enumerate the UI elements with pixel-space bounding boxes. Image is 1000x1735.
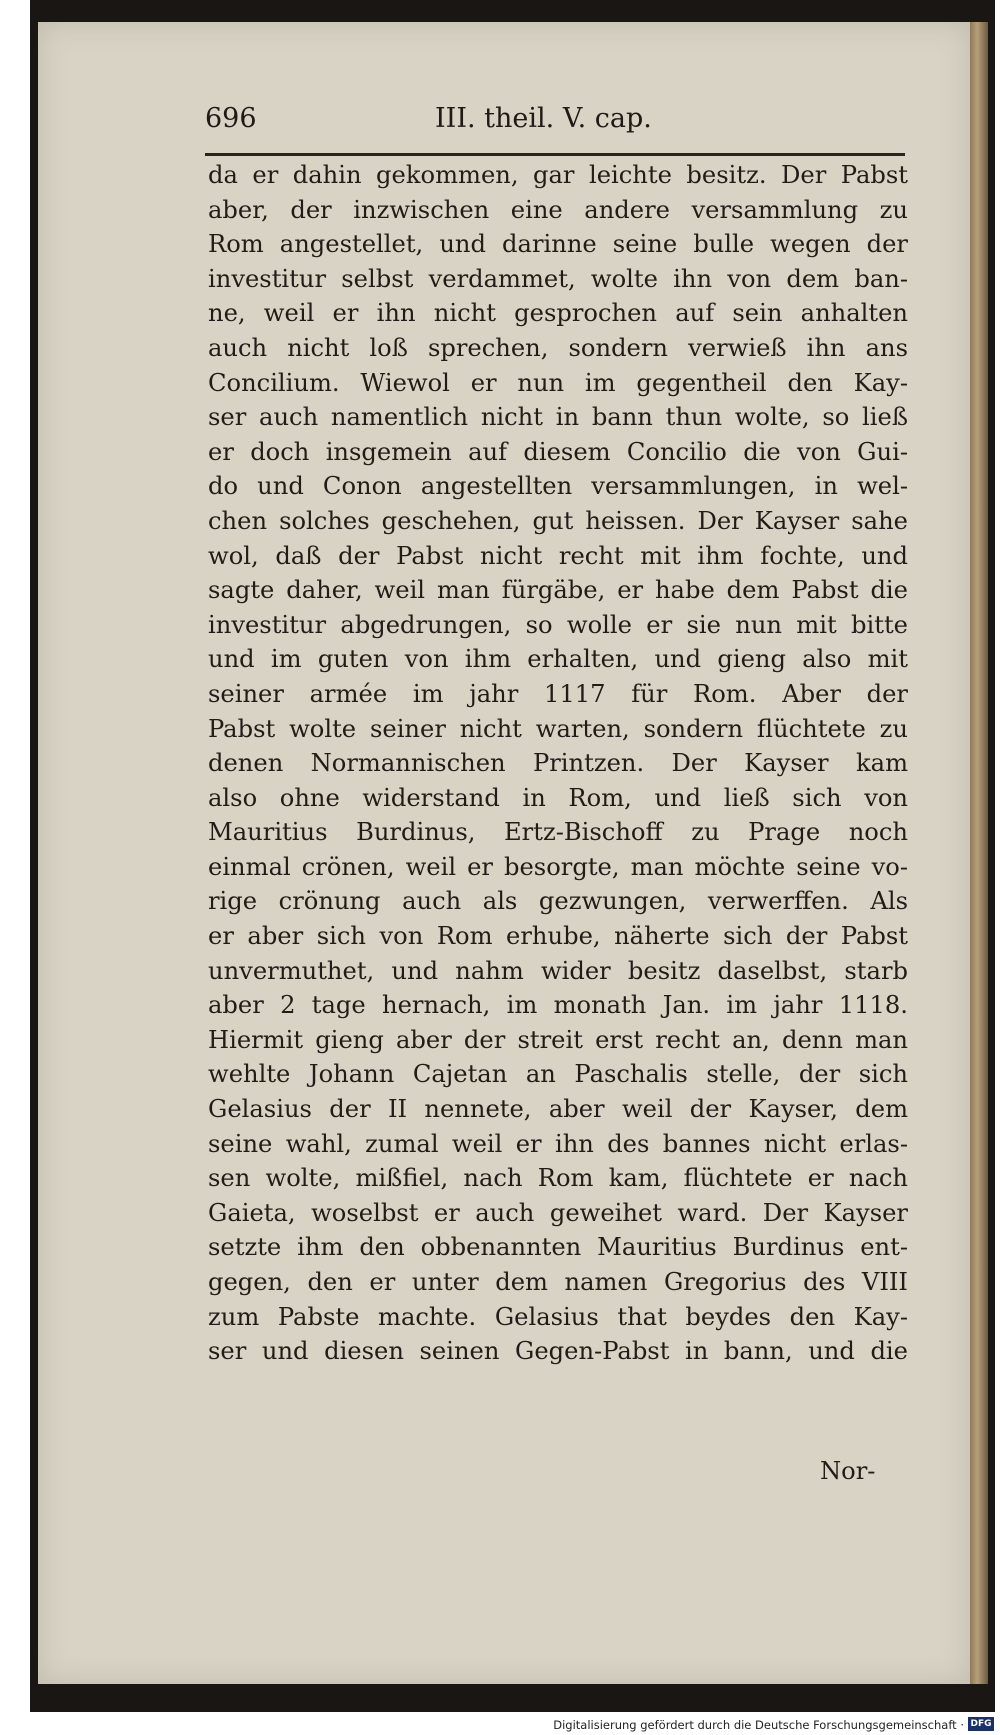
text-line: einmal crönen, weil er besorgte, man möchte seine vo- <box>208 852 908 881</box>
text-line: investitur abgedrungen, so wolle er sie nun mit bitte <box>208 610 908 639</box>
text-line: ser auch namentlich nicht in bann thun wolte, so ließ <box>208 403 908 432</box>
text-line: setzte ihm den obbenannten Mauritius Burdinus ent- <box>208 1233 908 1262</box>
text-line: Gaieta, woselbst er auch geweihet ward. Der Kayser <box>208 1198 908 1227</box>
text-line: unvermuthet, und nahm wider besitz daselbst, starb <box>208 956 908 985</box>
text-line: Concilium. Wiewol er nun im gegentheil den Kay- <box>208 368 908 397</box>
text-line: do und Conon angestellten versammlungen, in wel- <box>208 472 908 501</box>
page-edge <box>970 22 988 1684</box>
text-line: Mauritius Burdinus, Ertz-Bischoff zu Prage noch <box>208 818 908 847</box>
text-line: Pabst wolte seiner nicht warten, sondern flüchtete zu <box>208 714 908 743</box>
footer-bar <box>0 1716 1000 1735</box>
text-line: aber, der inzwischen eine andere versammlung zu <box>208 195 908 224</box>
running-header <box>205 103 905 143</box>
text-line: investitur selbst verdammet, wolte ihn von dem ban- <box>208 264 908 293</box>
text-line: denen Normannischen Printzen. Der Kayser kam <box>208 749 908 778</box>
text-line: auch nicht loß sprechen, sondern verwieß ihn ans <box>208 333 908 362</box>
text-line: chen solches geschehen, gut heissen. Der Kayser sahe <box>208 506 908 535</box>
text-line: er doch insgemein auf diesem Concilio die von Gui- <box>208 437 908 466</box>
text-line: gegen, den er unter dem namen Gregorius des VIII <box>208 1268 908 1296</box>
text-line: rige crönung auch als gezwungen, verwerffen. Als <box>208 887 908 916</box>
page-number: 696 <box>205 103 257 134</box>
text-line: ne, weil er ihn nicht gesprochen auf sein anhalten <box>208 299 908 328</box>
text-line: wol, daß der Pabst nicht recht mit ihm fochte, und <box>208 541 908 570</box>
text-line: Gelasius der II nennete, aber weil der Kayser, dem <box>208 1095 908 1124</box>
text-line: zum Pabste machte. Gelasius that beydes den Kay- <box>208 1302 908 1331</box>
text-line: da er dahin gekommen, gar leichte besitz. Der Pabst <box>208 161 908 189</box>
text-line: seiner armée im jahr 1117 für Rom. Aber der <box>208 679 908 708</box>
text-line: aber 2 tage hernach, im monath Jan. im jahr 1118. <box>208 991 908 1020</box>
text-line: wehlte Johann Cajetan an Paschalis stelle, der sich <box>208 1060 908 1089</box>
text-body <box>208 158 908 1369</box>
text-line: Hiermit gieng aber der streit erst recht an, denn man <box>208 1025 908 1054</box>
text-line: er aber sich von Rom erhube, näherte sich der Pabst <box>208 922 908 951</box>
header-rule <box>205 153 905 156</box>
text-line: also ohne widerstand in Rom, und ließ sich von <box>208 783 908 812</box>
text-line: sagte daher, weil man fürgäbe, er habe dem Pabst die <box>208 576 908 605</box>
text-line: sen wolte, mißfiel, nach Rom kam, flüchtete er nach <box>208 1164 908 1193</box>
text-line: Rom angestellet, und darinne seine bulle wegen der <box>208 230 908 259</box>
catchword: Nor- <box>820 1457 876 1485</box>
text-line: und im guten von ihm erhalten, und gieng also mit <box>208 645 908 674</box>
text-line: seine wahl, zumal weil er ihn des bannes nicht erlas- <box>208 1129 908 1158</box>
funding-credit: Digitalisierung gefördert durch die Deutsche Forschungsgemeinschaft · <box>553 1718 964 1732</box>
text-line: ser und diesen seinen Gegen-Pabst in bann, und die <box>208 1337 908 1366</box>
running-title: III. theil. V. cap. <box>435 103 652 134</box>
dfg-logo: DFG <box>968 1717 994 1731</box>
